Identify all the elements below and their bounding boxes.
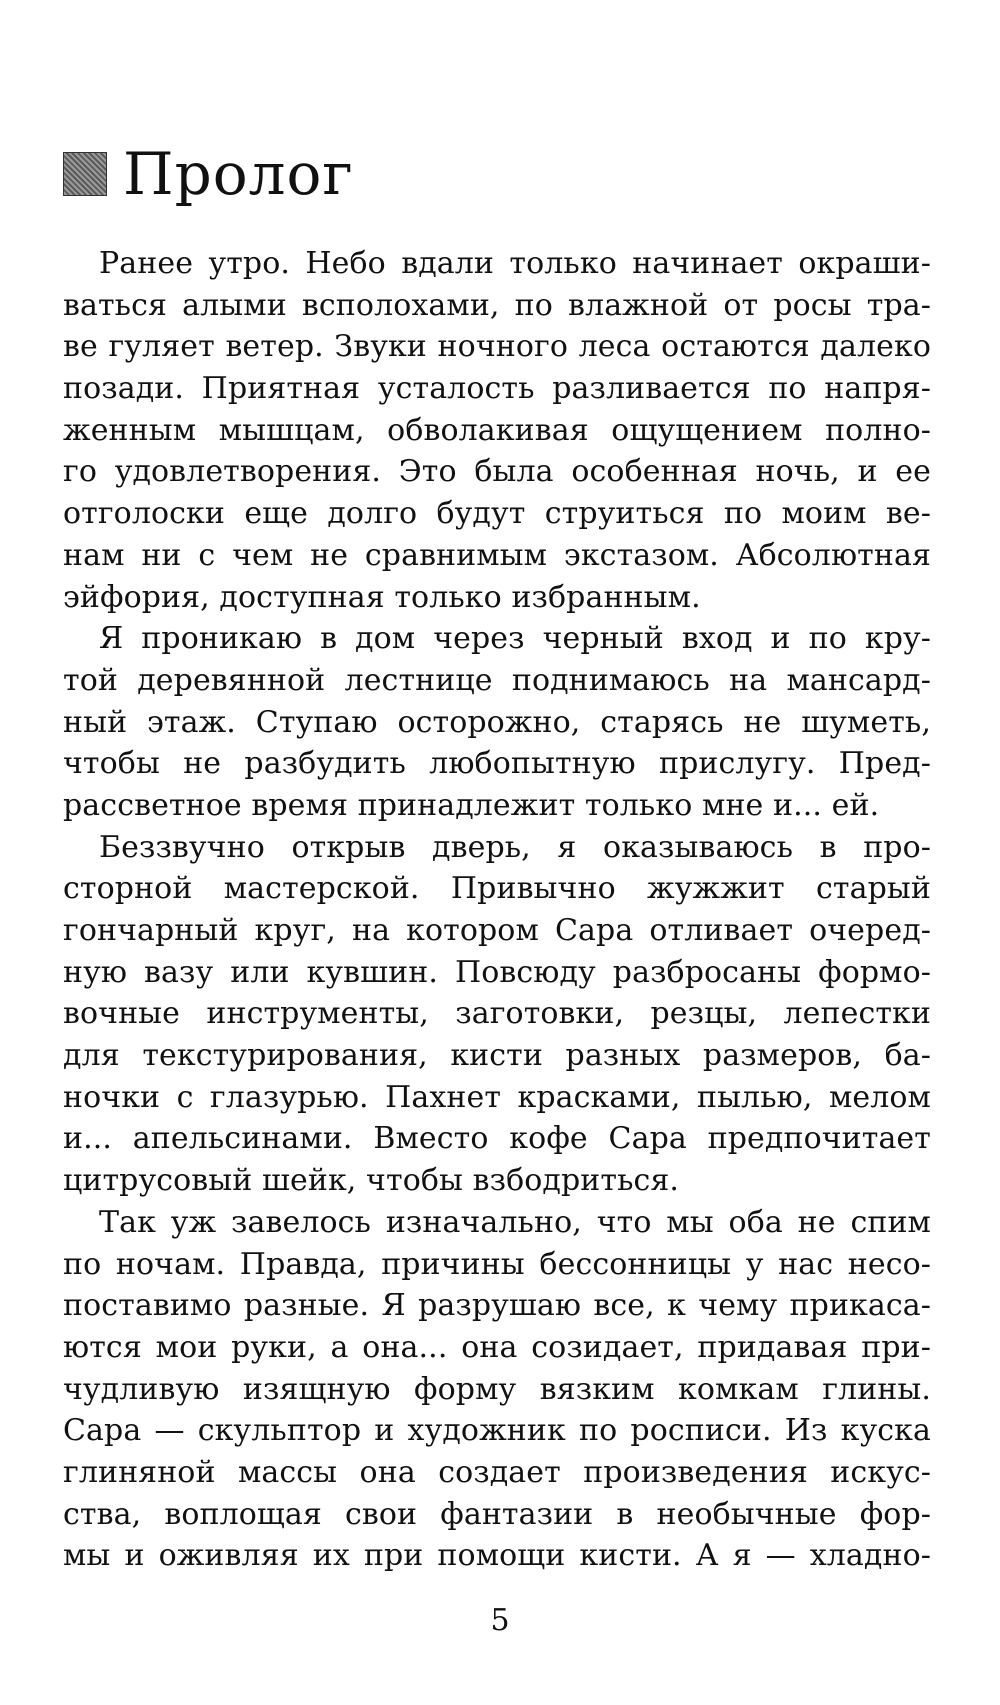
text-line: чтобы не разбудить любопытную прислугу. Пред- xyxy=(63,746,931,782)
text-line: цитрусовый шейк, чтобы взбодриться. xyxy=(63,1163,680,1199)
text-line: го удовлетворения. Это была особенная ночь, и ее xyxy=(63,454,931,490)
text-line: рассветное время принадлежит только мне и... ей. xyxy=(63,787,880,823)
text-line: той деревянной лестнице поднимаюсь на мансард- xyxy=(63,662,931,698)
text-line: гончарный круг, на котором Сара отливает очеред- xyxy=(63,913,931,948)
text-line: ются мои руки, а она... она созидает, придавая при- xyxy=(63,1329,931,1365)
chapter-heading xyxy=(63,140,354,208)
text-line: вочные инструменты, заготовки, резцы, лепестки xyxy=(63,996,931,1032)
text-line: отголоски еще долго будут струиться по моим ве- xyxy=(63,496,931,532)
text-line: ную вазу или кувшин. Повсюду разбросаны формо- xyxy=(63,954,931,990)
chapter-title: Пролог xyxy=(123,140,354,208)
text-line: глиняной массы она создает произведения искус- xyxy=(63,1454,931,1490)
text-line: нам ни с чем не сравнимым экстазом. Абсолютная xyxy=(63,537,931,573)
text-line: женным мышцам, обволакивая ощущением полно- xyxy=(63,412,931,448)
text-line: ве гуляет ветер. Звуки ночного леса остаются далеко xyxy=(63,329,931,365)
text-line: чудливую изящную форму вязким комкам глины. xyxy=(63,1371,931,1407)
text-line: по ночам. Правда, причины бессонницы у нас несо- xyxy=(63,1246,931,1282)
text-line: поставимо разные. Я разрушаю все, к чему прикаса- xyxy=(63,1288,931,1324)
text-line: эйфория, доступная только избранным. xyxy=(63,579,701,615)
text-line: и... апельсинами. Вместо кофе Сара предпочитает xyxy=(63,1121,931,1157)
text-line: Сара — скульптор и художник по росписи. Из куска xyxy=(63,1413,931,1449)
text-line: Беззвучно открыв дверь, я оказываюсь в про- xyxy=(99,829,931,865)
text-line: Я проникаю в дом через черный вход и по кру- xyxy=(99,621,931,657)
text-line: сторной мастерской. Привычно жужжит старый xyxy=(63,871,931,907)
text-line: ный этаж. Ступаю осторожно, старясь не шуметь, xyxy=(63,704,931,740)
body-text xyxy=(63,243,931,1577)
text-line: ства, воплощая свои фантазии в необычные фор- xyxy=(63,1496,931,1532)
text-line: ночки с глазурью. Пахнет красками, пылью, мелом xyxy=(63,1079,931,1115)
page-number: 5 xyxy=(490,1603,510,1638)
text-line: Так уж завелось изначально, что мы оба не спим xyxy=(99,1204,931,1240)
text-line: Ранее утро. Небо вдали только начинает окраши- xyxy=(99,246,931,281)
square-ornament-icon xyxy=(63,152,107,196)
text-line: для текстурирования, кисти разных размеров, ба- xyxy=(63,1038,931,1074)
text-line: ваться алыми всполохами, по влажной от росы тра- xyxy=(63,287,931,323)
text-line: позади. Приятная усталость разливается по напря- xyxy=(63,371,931,407)
text-line: мы и оживляя их при помощи кисти. А я — хладно- xyxy=(63,1538,931,1574)
